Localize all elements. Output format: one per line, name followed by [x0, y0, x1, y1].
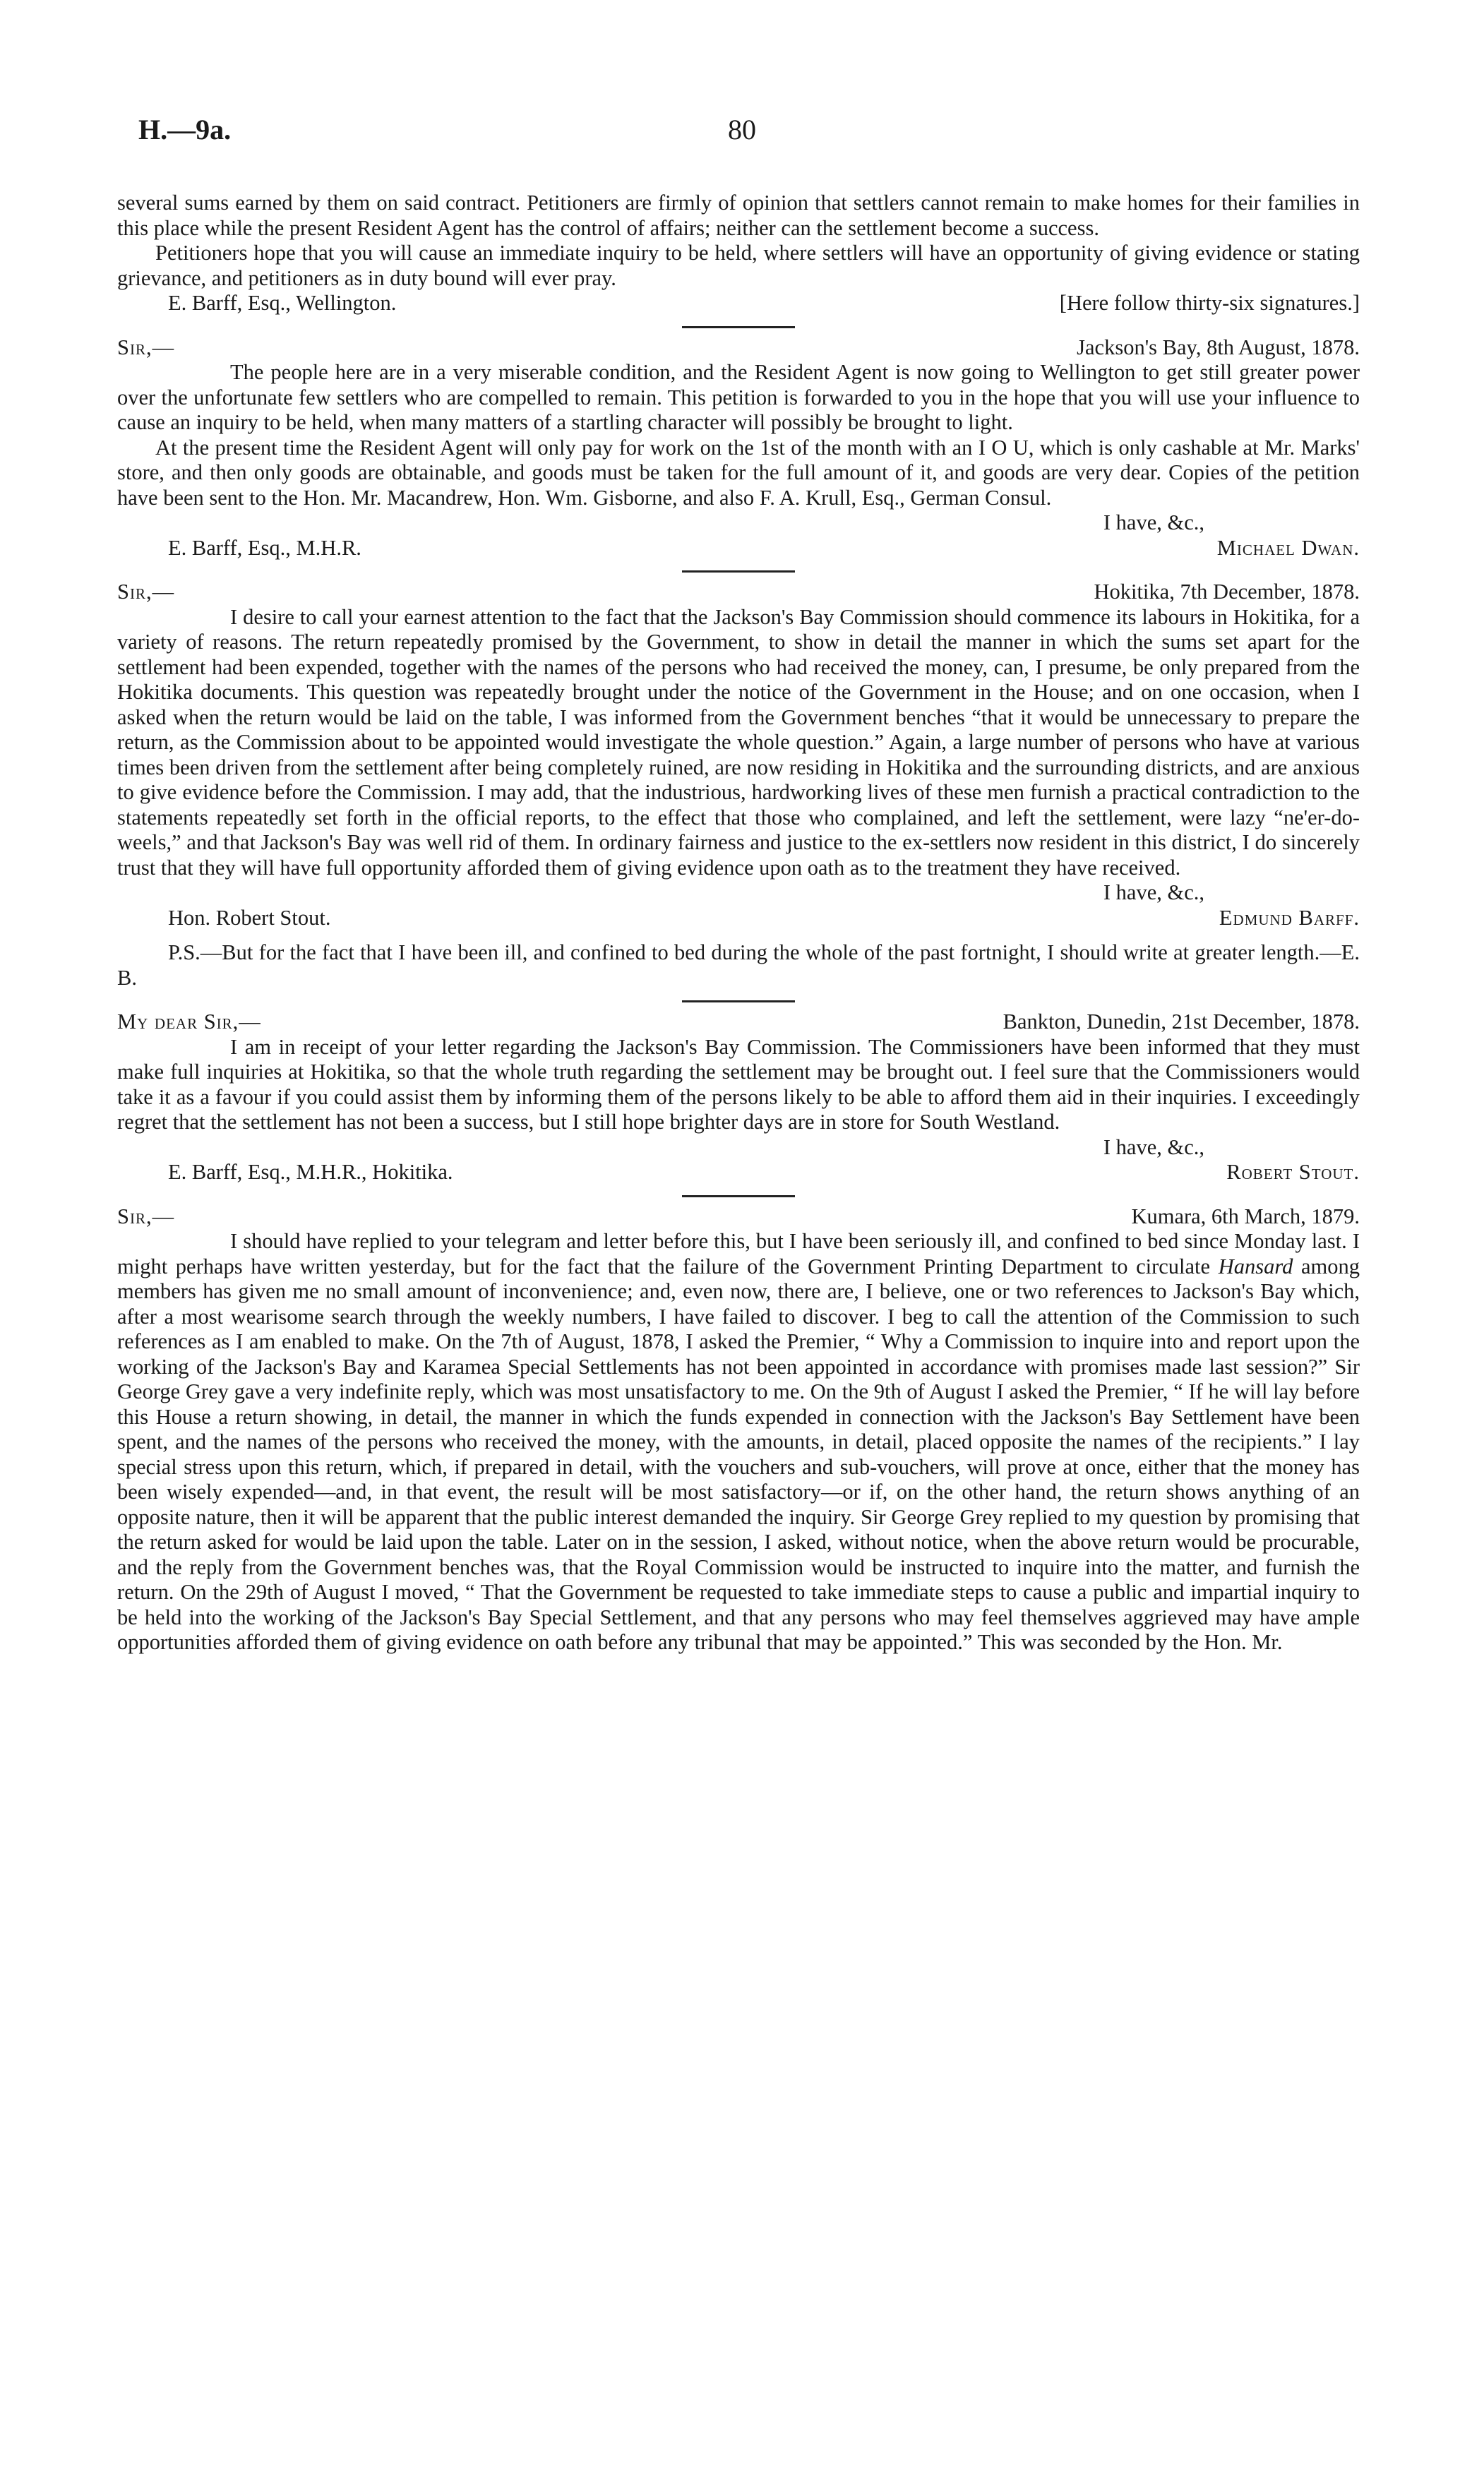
section-divider — [682, 1000, 795, 1002]
petition-prayer: Petitioners hope that you will cause an immediate inquiry to be held, where settlers will have an opportunity of giving evidence or stating grievance, and petitioners as in duty bound will ever pray. — [117, 241, 1360, 290]
letter2-addressee: Hon. Robert Stout. — [168, 905, 331, 930]
letter2-heading — [117, 580, 1360, 605]
letter3-dateline: Bankton, Dunedin, 21st December, 1878. — [1003, 1010, 1360, 1034]
letter3-salutation: My dear Sir,— — [117, 1010, 261, 1034]
letter3-closing: I have, &c., — [1103, 1134, 1204, 1159]
letter4-text-b: among members has given me no small amount of inconvenience; and, even now, there are, I believe, one or two references to Jackson's Bay which, after a most wearisome search through the weekly numbers, I have failed to discover. I beg to call the attention of the Commission to such references as I am enabled to make. On the 7th of August, 1878, I asked the Premier, “ Why a Commission to inquire into and report upon the working of the Jackson's Bay and Karamea Special Settlements has not been appointed in accordance with promises made last session?” Sir George Grey gave a very indefinite reply, which was most unsatisfactory to me. On the 9th of August I asked the Premier, “ If he will lay before this House a return showing, in detail, the manner in which the funds expended in connection with the Jackson's Bay Settlement have been spent, and the names of the persons who received the money, with the amounts, in detail, placed opposite the names of the recipients.” I lay special stress upon this return, which, if prepared in detail, with the vouchers and sub-vouchers, will prove at once, either that the money has been wisely expended—and, in that event, the result will be most satisfactory—or if, on the other hand, the return shows anything of an opposite nature, then it will be apparent that the public interest demanded the inquiry. Sir George Grey replied to my question by promising that the return asked for would be laid upon the table. Later on in the session, I asked, without notice, when the above return would be procurable, and the reply from the Government benches was, that the Royal Commission would be instructed to inquire into the matter, and furnish the return. On the 29th of August I moved, “ That the Government be requested to take immediate steps to cause a public and impartial inquiry to be held into the working of the Jackson's Bay Special Settlement, and that any persons who may feel themselves aggrieved may have ample opportunities afforded them of giving evidence on oath before any tribunal that may be appointed.” This was seconded by the Hon. Mr. — [117, 1254, 1360, 1654]
letter1-salutation: Sir,— — [117, 335, 175, 359]
letter1-signature: Michael Dwan. — [1216, 535, 1360, 560]
letter2-closing: I have, &c., — [1103, 880, 1204, 904]
letter1-dateline: Jackson's Bay, 8th August, 1878. — [1077, 335, 1360, 359]
section-divider — [682, 570, 795, 573]
letter2-signature: Edmund Barff. — [1219, 905, 1360, 930]
page-header — [138, 113, 1346, 155]
section-divider — [682, 1195, 795, 1197]
page-number: 80 — [728, 114, 756, 145]
signatures-note: [Here follow thirty-six signatures.] — [1059, 291, 1360, 315]
letter4-dateline: Kumara, 6th March, 1879. — [1131, 1204, 1360, 1228]
letter1-closing: I have, &c., — [1103, 510, 1204, 534]
letter4-text-a: I should have replied to your telegram and letter before this, but I have been seriously ill, and confined to bed since Monday last. I might perhaps have written yesterday, but for the fact that the failure of the Government Printing Department to circulate — [117, 1229, 1360, 1278]
letter1-signoff — [117, 536, 1360, 561]
letter3-signoff — [117, 1160, 1360, 1185]
letter3-signature: Robert Stout. — [1226, 1160, 1360, 1184]
letter1-heading — [117, 335, 1360, 361]
petition-text: several sums earned by them on said contract. Petitioners are firmly of opinion that settlers cannot remain to make homes for their families in this place while the present Resident Agent has the control of affairs; neither can the settlement become a success. — [117, 191, 1360, 240]
hansard-italic: Hansard — [1218, 1254, 1293, 1278]
letter1-paragraph-2: At the present time the Resident Agent will only pay for work on the 1st of the month with an I O U, which is only cashable at Mr. Marks' store, and then only goods are obtainable, and goods must be taken for the full amount of it, and goods are very dear. Copies of the petition have been sent to the Hon. Mr. Macandrew, Hon. Wm. Gisborne, and also F. A. Krull, Esq., German Consul. — [117, 435, 1360, 510]
letter3-heading — [117, 1010, 1360, 1035]
letter1-addressee: E. Barff, Esq., M.H.R. — [168, 535, 361, 560]
letter3-paragraph-1: I am in receipt of your letter regarding the Jackson's Bay Commission. The Commissioners have been informed that they must make full inquiries at Hokitika, so that the whole truth regarding the settlement may be brought out. I feel sure that the Commissioners would take it as a favour if you could assist them by informing them of the persons likely to be able to afford them aid in their inquiries. I exceedingly regret that the settlement has not been a success, but I still hope brighter days are in store for South Westland. — [117, 1034, 1360, 1134]
section-divider — [682, 326, 795, 328]
letter2-postscript: P.S.—But for the fact that I have been ill, and confined to bed during the whole of the past fortnight, I should write at greater length.—E. B. — [117, 940, 1360, 990]
letter4-salutation: Sir,— — [117, 1204, 175, 1228]
letter3-addressee: E. Barff, Esq., M.H.R., Hokitika. — [168, 1160, 453, 1184]
letter2-salutation: Sir,— — [117, 580, 175, 604]
letter2-paragraph-1: I desire to call your earnest attention to the fact that the Jackson's Bay Commission should commence its labours in Hokitika, for a variety of reasons. The return repeatedly promised by the Government, to show in detail the manner in which the sums set apart for the settlement had been expended, together with the names of the persons who had received the money, can, I presume, be only prepared from the Hokitika documents. This question was repeatedly brought under the notice of the Government in the House; and on one occasion, when I asked when the return would be laid on the table, I was informed from the Government benches “that it would be unnecessary to prepare the return, as the Commission about to be appointed would investigate the whole question.” Again, a large number of persons who have at various times been driven from the settlement after being completely ruined, are now residing in Hokitika and the surrounding districts, and are anxious to give evidence before the Commission. I may add, that the industrious, hardworking lives of these men furnish a practical contradiction to the statements repeatedly set forth in the official reports, to the effect that those who complained, and left the settlement, were lazy “ne'er-do-weels,” and that Jackson's Bay was well rid of them. In ordinary fairness and justice to the ex-settlers now resident in this district, I do sincerely trust that they will have full opportunity afforded them of giving evidence upon oath as to the treatment they have received. — [117, 604, 1360, 880]
letter2-dateline: Hokitika, 7th December, 1878. — [1094, 580, 1360, 604]
document-reference: H.—9a. — [138, 114, 232, 145]
document-body — [117, 191, 1360, 1655]
letter4-heading — [117, 1204, 1360, 1230]
letter4-paragraph-1 — [117, 1229, 1360, 1655]
letter1-paragraph-1: The people here are in a very miserable condition, and the Resident Agent is now going to Wellington to get still greater power over the unfortunate few settlers who are compelled to remain. This petition is forwarded to you in the hope that you will use your influence to cause an inquiry to be held, when many matters of a startling character will possibly be brought to light. — [117, 360, 1360, 434]
petition-addressee: E. Barff, Esq., Wellington. — [168, 291, 397, 315]
petition-address-line — [117, 291, 1360, 316]
letter2-signoff — [117, 906, 1360, 931]
